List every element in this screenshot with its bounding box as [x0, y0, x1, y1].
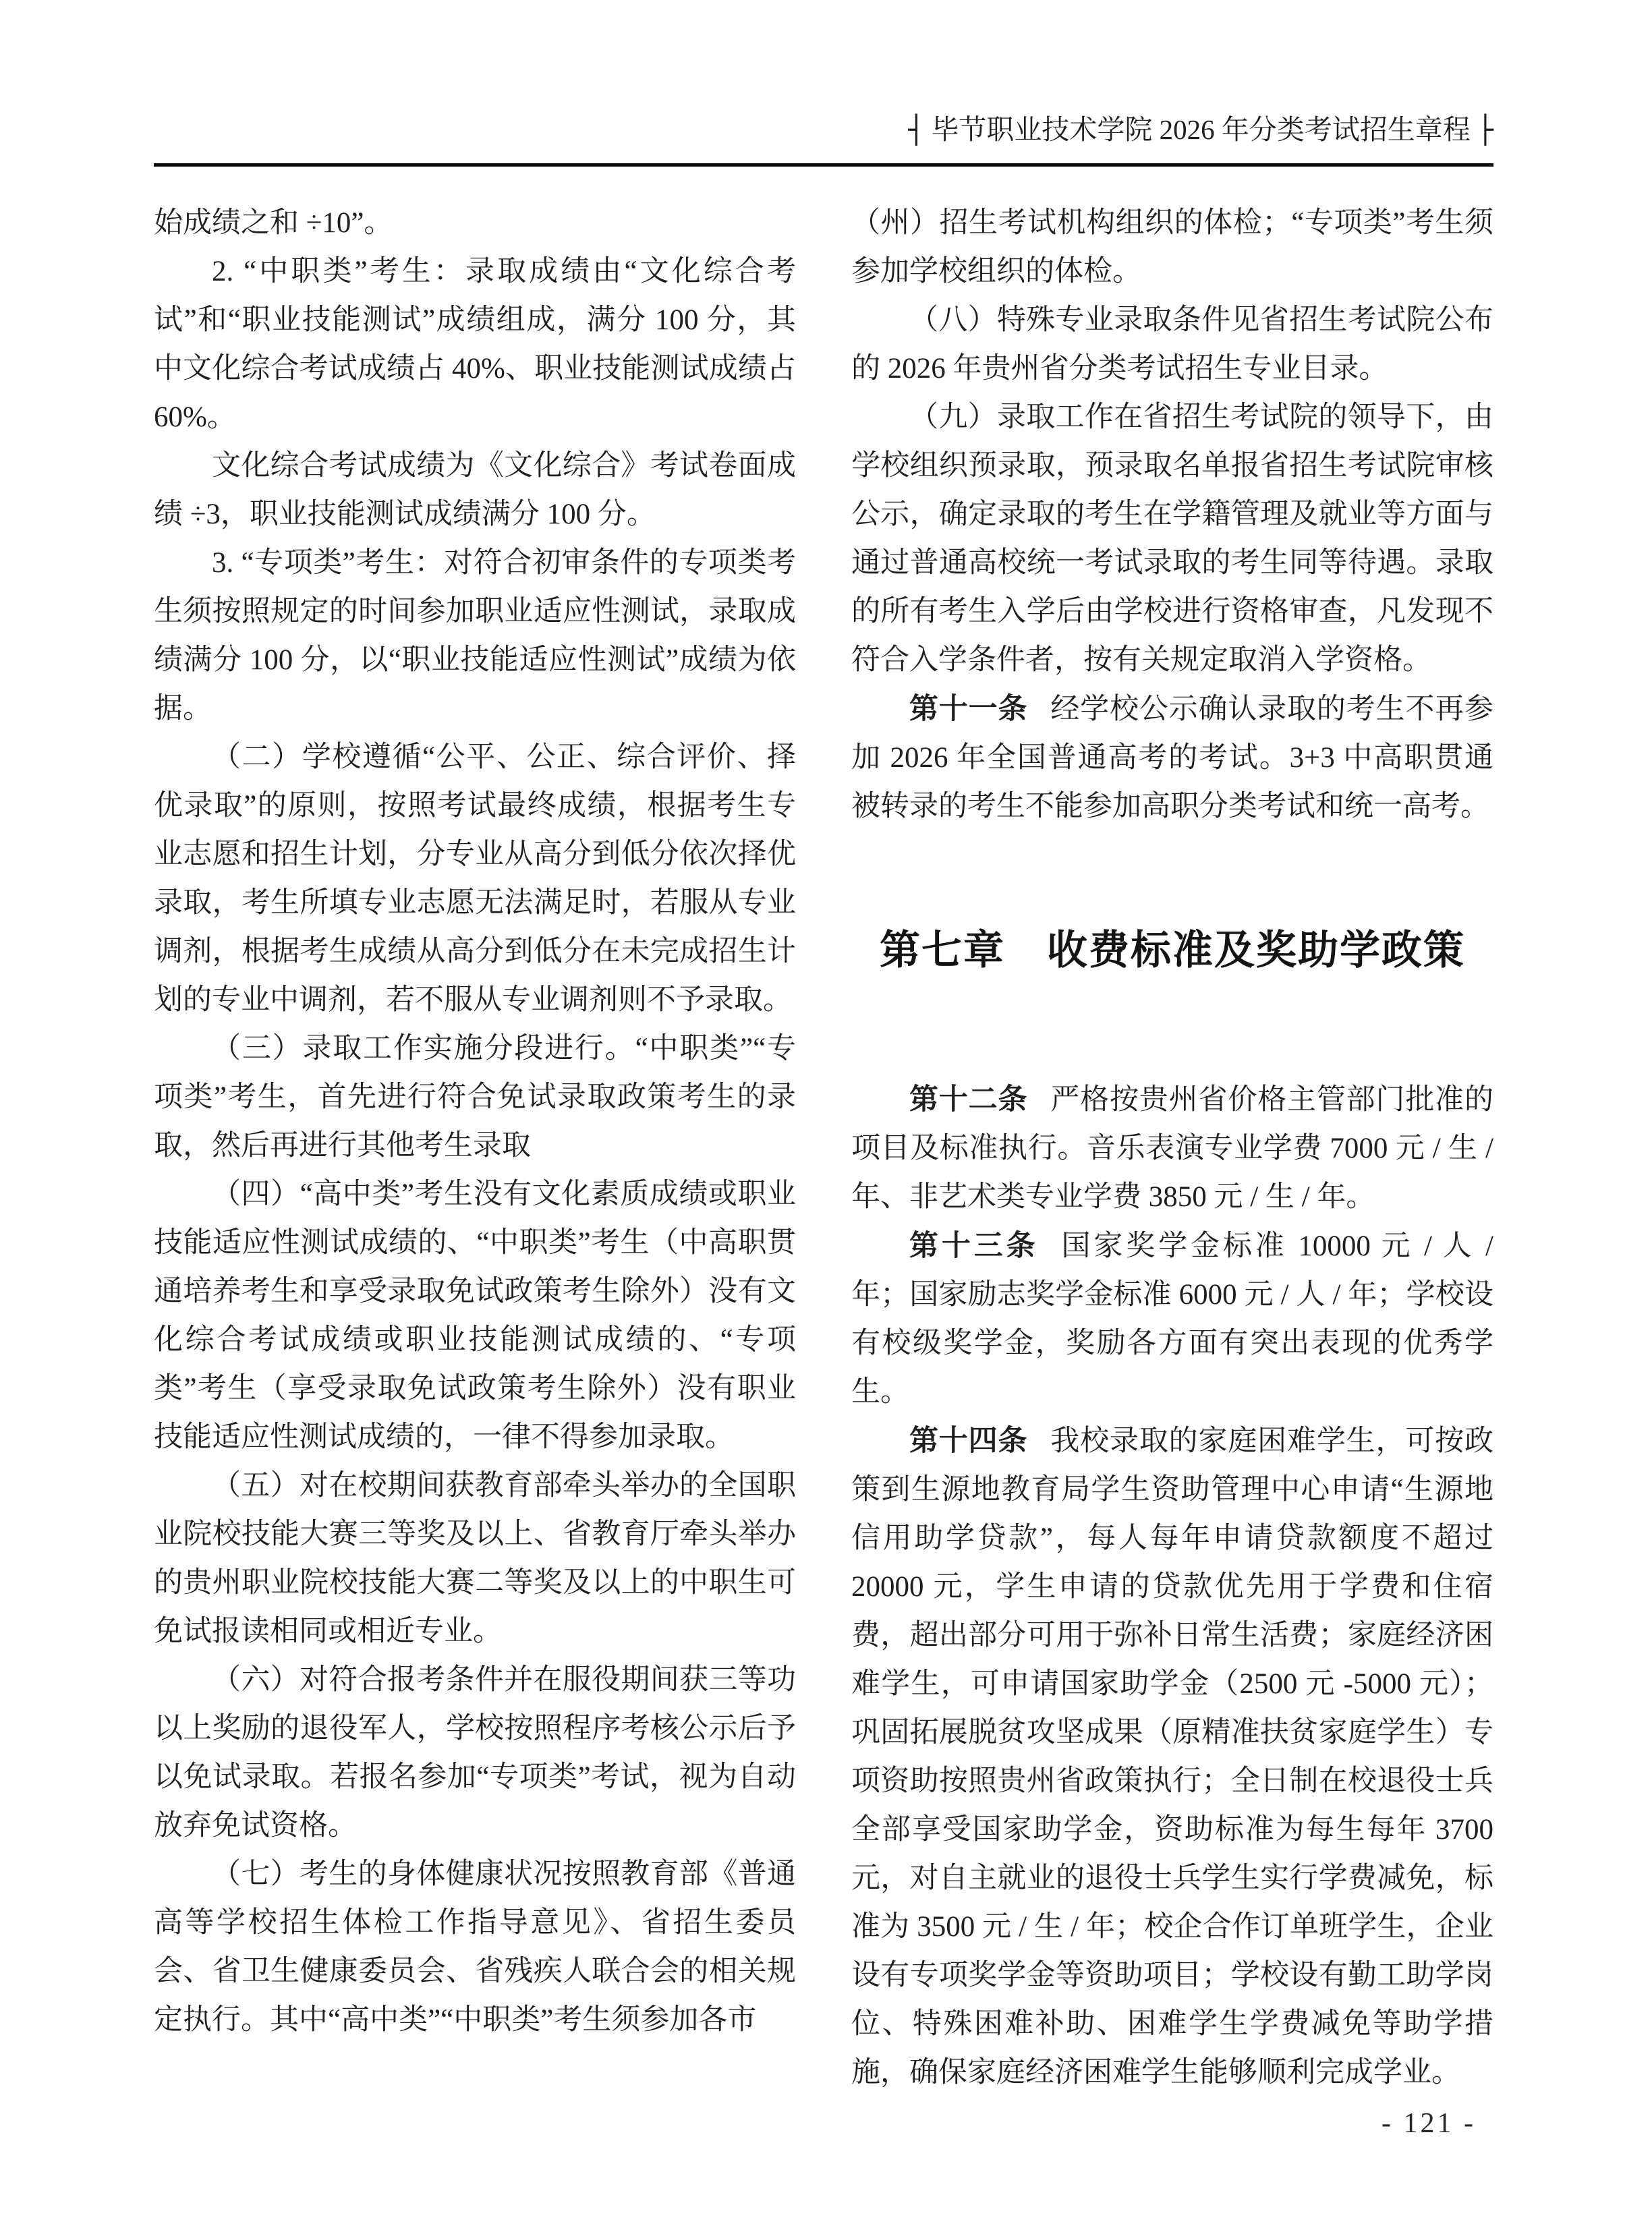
column-left [154, 199, 796, 2097]
header-title: 毕节职业技术学院 2026 年分类考试招生章程 [931, 114, 1471, 145]
paragraph: （七）考生的身体健康状况按照教育部《普通高等学校招生体检工作指导意见》、省招生委员会、省卫生健康委员会、省残疾人联合会的相关规定执行。其中“高中类”“中职类”考生须参加各市 [154, 1858, 796, 2036]
paragraph: （九）录取工作在省招生考试院的领导下，由学校组织预录取，预录取名单报省招生考试院审核公示，确定录取的考生在学籍管理及就业等方面与通过普通高校统一考试录取的考生同等待遇。录取的所有考生入学后由学校进行资格审查，凡发现不符合入学条件者，按有关规定取消入学资格。 [851, 401, 1493, 676]
paragraph: 第十一条 经学校公示确认录取的考生不再参加 2026 年全国普通高考的考试。3+3 中高职贯通被转录的考生不能参加高职分类考试和统一高考。 [851, 693, 1494, 822]
paragraph: 文化综合考试成绩为《文化综合》考试卷面成绩 ÷3，职业技能测试成绩满分 100 分。 [154, 450, 796, 530]
article-number: 第十二条 [909, 1083, 1028, 1116]
header-rule [154, 163, 1493, 167]
header-tick-right-icon: ├ [1477, 115, 1493, 146]
paragraph: （二）学校遵循“公平、公正、综合评价、择优录取”的原则，按照考试最终成绩，根据考生专业志愿和招生计划，分专业从高分到低分依次择优录取，考生所填专业志愿无法满足时，若服从专业调剂，根据考生成绩从高分到低分在未完成招生计划的专业中调剂，若不服从专业调剂则不予录取。 [154, 741, 796, 1016]
paragraph: （六）对符合报考条件并在服役期间获三等功以上奖励的退役军人，学校按照程序考核公示后予以免试录取。若报名参加“专项类”考试，视为自动放弃免试资格。 [154, 1664, 796, 1842]
page-number: - 121 - [1382, 2108, 1476, 2139]
paragraph: 第十二条 严格按贵州省价格主管部门批准的项目及标准执行。音乐表演专业学费 7000 元 / 生 / 年、非艺术类专业学费 3850 元 / 生 / 年。 [851, 1083, 1494, 1213]
paragraph: 2. “中职类”考生：录取成绩由“文化综合考试”和“职业技能测试”成绩组成，满分 100 分，其中文化综合考试成绩占 40%、职业技能测试成绩占 60%。 [154, 256, 796, 433]
column-right [851, 199, 1493, 2097]
paragraph: 第十四条 我校录取的家庭困难学生，可按政策到生源地教育局学生资助管理中心申请“生源地信用助学贷款”，每人每年申请贷款额度不超过 20000 元，学生申请的贷款优先用于学费和住宿费，超出部分可用于弥补日常生活费；家庭经济困难学生，可申请国家助学金（2500 元 -5000 元）；巩固拓展脱贫攻坚成果（原精准扶贫家庭学生）专项资助按照贵州省政策执行；全日制在校退役士兵全部享受国家助学金，资助标准为每生每年 3700 元，对自主就业的退役士兵学生实行学费减免，标准为 3500 元 / 生 / 年；校企合作订单班学生，企业设有专项奖学金等资助项目；学校设有勤工助学岗位、特殊困难补助、困难学生学费减免等助学措施，确保家庭经济困难学生能够顺利完成学业。 [851, 1425, 1494, 2088]
paragraph: 3. “专项类”考生：对符合初审条件的专项类考生须按照规定的时间参加职业适应性测试，录取成绩满分 100 分，以“职业技能适应性测试”成绩为依据。 [154, 547, 796, 724]
header-tick-left-icon: ┤ [908, 115, 925, 146]
paragraph: （八）特殊专业录取条件见省招生考试院公布的 2026 年贵州省分类考试招生专业目录。 [851, 304, 1493, 384]
content-columns [154, 199, 1493, 2097]
paragraph: （四）“高中类”考生没有文化素质成绩或职业技能适应性测试成绩的、“中职类”考生（中高职贯通培养考生和享受录取免试政策考生除外）没有文化综合考试成绩或职业技能测试成绩的、“专项类”考生（享受录取免试政策考生除外）没有职业技能适应性测试成绩的，一律不得参加录取。 [154, 1178, 796, 1453]
running-header [154, 112, 1493, 148]
article-number: 第十一条 [909, 693, 1028, 725]
paragraph: 第十三条 国家奖学金标准 10000 元 / 人 / 年；国家励志奖学金标准 6000 元 / 人 / 年；学校设有校级奖学金，奖励各方面有突出表现的优秀学生。 [851, 1230, 1493, 1408]
paragraph: （三）录取工作实施分段进行。“中职类”“专项类”考生，首先进行符合免试录取政策考生的录取，然后再进行其他考生录取 [154, 1033, 796, 1162]
paragraph: （州）招生考试机构组织的体检；“专项类”考生须参加学校组织的体检。 [851, 207, 1493, 287]
paragraph: （五）对在校期间获教育部牵头举办的全国职业院校技能大赛三等奖及以上、省教育厅牵头举办的贵州职业院校技能大赛二等奖及以上的中职生可免试报读相同或相近专业。 [154, 1470, 796, 1647]
article-number: 第十三条 [909, 1230, 1039, 1262]
article-number: 第十四条 [909, 1425, 1028, 1457]
paragraph: 始成绩之和 ÷10”。 [154, 207, 393, 239]
chapter-heading: 第七章 收费标准及奖助学政策 [880, 928, 1465, 973]
